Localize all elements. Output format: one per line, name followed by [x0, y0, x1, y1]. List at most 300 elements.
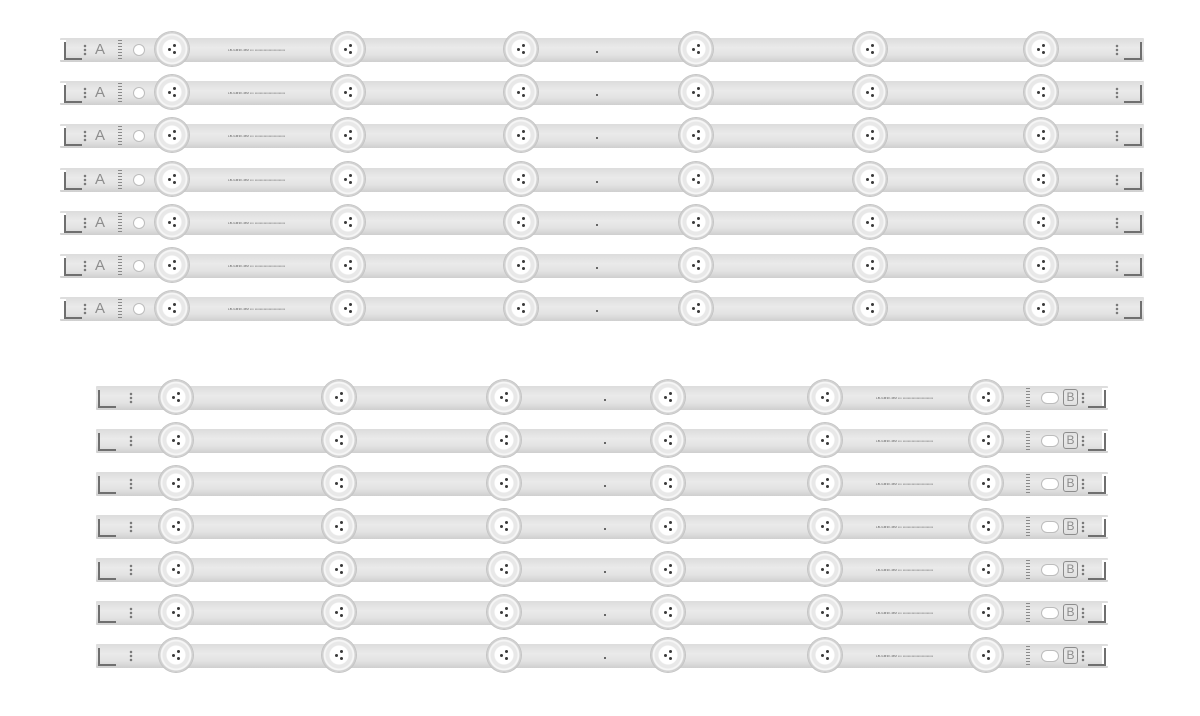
led-chip-dot — [349, 260, 352, 263]
led-strip — [60, 81, 1144, 105]
led-chip-dot — [172, 396, 175, 399]
led-chip-dot — [866, 91, 869, 94]
led-chip-dot — [826, 571, 829, 574]
led-lens — [679, 205, 713, 239]
solder-pads — [1080, 435, 1086, 447]
connector-icon — [1124, 258, 1142, 276]
led-lens — [331, 162, 365, 196]
led-chip-dot — [517, 48, 520, 51]
led-chip-dot — [505, 399, 508, 402]
led-chip-dot — [340, 485, 343, 488]
led-strip — [60, 254, 1144, 278]
strip-label: B — [1063, 518, 1078, 535]
led-chip-dot — [500, 654, 503, 657]
led-chip-dot — [172, 611, 175, 614]
led-chip-dot — [669, 392, 672, 395]
solder-pads — [128, 521, 134, 533]
mounting-hole — [134, 261, 144, 271]
led-chip-dot — [987, 528, 990, 531]
marker-dot — [596, 94, 598, 96]
led-chip-dot — [340, 442, 343, 445]
led-chip-dot — [522, 130, 525, 133]
led-chip-dot — [692, 221, 695, 224]
led-chip-dot — [177, 571, 180, 574]
led-lens — [679, 248, 713, 282]
led-chip-dot — [173, 267, 176, 270]
led-chip-dot — [871, 181, 874, 184]
part-code-print: LB-GM3F-MM ▪▪▪ ▪▪▪▪▪▪▪▪▪▪▪▪▪▪▪▪▪▪▪▪▪▪▪▪ — [228, 307, 286, 311]
led-chip-dot — [335, 568, 338, 571]
led-lens — [331, 205, 365, 239]
led-lens — [487, 380, 521, 414]
solder-pads — [1080, 521, 1086, 533]
led-chip-dot — [349, 310, 352, 313]
led-chip-dot — [669, 435, 672, 438]
connector-icon — [98, 562, 116, 580]
led-chip-dot — [697, 260, 700, 263]
led-lens — [487, 466, 521, 500]
led-chip-dot — [173, 224, 176, 227]
led-chip-dot — [172, 525, 175, 528]
solder-pads — [1080, 392, 1086, 404]
led-chip-dot — [177, 392, 180, 395]
led-lens — [853, 291, 887, 325]
led-chip-dot — [522, 137, 525, 140]
led-chip-dot — [349, 44, 352, 47]
led-chip-dot — [340, 392, 343, 395]
vertical-print — [1026, 560, 1030, 580]
connector-icon — [1124, 301, 1142, 319]
led-lens — [651, 380, 685, 414]
strip-label: A — [94, 214, 105, 231]
led-chip-dot — [335, 439, 338, 442]
led-chip-dot — [517, 264, 520, 267]
led-chip-dot — [692, 134, 695, 137]
led-chip-dot — [821, 525, 824, 528]
led-chip-dot — [982, 525, 985, 528]
led-lens — [155, 248, 189, 282]
led-lens — [504, 75, 538, 109]
led-chip-dot — [871, 87, 874, 90]
led-chip-dot — [697, 181, 700, 184]
led-lens — [651, 638, 685, 672]
led-chip-dot — [349, 137, 352, 140]
led-chip-dot — [821, 396, 824, 399]
led-lens — [504, 291, 538, 325]
solder-pads — [1080, 650, 1086, 662]
led-chip-dot — [692, 48, 695, 51]
led-lens — [155, 205, 189, 239]
led-chip-dot — [982, 439, 985, 442]
strip-label: B — [1063, 647, 1078, 664]
mounting-hole — [134, 131, 144, 141]
led-lens — [504, 248, 538, 282]
led-chip-dot — [340, 521, 343, 524]
solder-pads — [128, 650, 134, 662]
led-lens — [1024, 162, 1058, 196]
led-chip-dot — [871, 303, 874, 306]
marker-dot — [596, 181, 598, 183]
led-chip-dot — [669, 442, 672, 445]
led-lens — [808, 552, 842, 586]
led-chip-dot — [177, 528, 180, 531]
led-chip-dot — [697, 137, 700, 140]
led-chip-dot — [173, 51, 176, 54]
led-lens — [853, 118, 887, 152]
led-lens — [504, 118, 538, 152]
led-chip-dot — [335, 654, 338, 657]
marker-dot — [596, 137, 598, 139]
mounting-hole — [1042, 651, 1058, 661]
led-chip-dot — [871, 217, 874, 220]
led-lens — [969, 595, 1003, 629]
led-lens — [969, 466, 1003, 500]
led-lens — [504, 162, 538, 196]
connector-icon — [1124, 85, 1142, 103]
led-chip-dot — [1042, 130, 1045, 133]
led-lens — [331, 118, 365, 152]
led-chip-dot — [987, 392, 990, 395]
led-chip-dot — [664, 396, 667, 399]
led-chip-dot — [349, 303, 352, 306]
led-chip-dot — [505, 614, 508, 617]
led-chip-dot — [522, 224, 525, 227]
led-chip-dot — [1037, 221, 1040, 224]
led-chip-dot — [505, 442, 508, 445]
solder-pads — [1114, 174, 1120, 186]
connector-icon — [1088, 605, 1106, 623]
led-chip-dot — [871, 51, 874, 54]
solder-pads — [1114, 217, 1120, 229]
led-chip-dot — [669, 614, 672, 617]
led-chip-dot — [172, 654, 175, 657]
led-lens — [808, 638, 842, 672]
led-chip-dot — [335, 525, 338, 528]
led-chip-dot — [168, 134, 171, 137]
connector-icon — [1124, 128, 1142, 146]
led-chip-dot — [866, 178, 869, 181]
led-chip-dot — [1037, 91, 1040, 94]
connector-icon — [1124, 42, 1142, 60]
led-chip-dot — [177, 521, 180, 524]
connector-icon — [1088, 433, 1106, 451]
led-chip-dot — [344, 48, 347, 51]
led-chip-dot — [505, 607, 508, 610]
solder-pads — [1114, 303, 1120, 315]
led-chip-dot — [177, 564, 180, 567]
marker-dot — [604, 399, 606, 401]
led-lens — [322, 509, 356, 543]
led-lens — [331, 75, 365, 109]
vertical-print — [118, 213, 122, 233]
solder-pads — [1114, 87, 1120, 99]
led-chip-dot — [871, 44, 874, 47]
led-chip-dot — [1037, 48, 1040, 51]
mounting-hole — [134, 45, 144, 55]
led-chip-dot — [349, 174, 352, 177]
led-chip-dot — [866, 307, 869, 310]
led-chip-dot — [522, 310, 525, 313]
led-chip-dot — [987, 521, 990, 524]
mounting-hole — [1042, 436, 1058, 446]
led-chip-dot — [522, 94, 525, 97]
led-lens — [487, 423, 521, 457]
led-chip-dot — [522, 87, 525, 90]
led-chip-dot — [168, 91, 171, 94]
led-lens — [1024, 118, 1058, 152]
led-chip-dot — [349, 130, 352, 133]
vertical-print — [118, 83, 122, 103]
led-chip-dot — [522, 303, 525, 306]
led-lens — [1024, 205, 1058, 239]
led-chip-dot — [664, 654, 667, 657]
led-lens — [155, 118, 189, 152]
led-lens — [651, 423, 685, 457]
mounting-hole — [134, 218, 144, 228]
led-chip-dot — [177, 657, 180, 660]
marker-dot — [604, 657, 606, 659]
led-chip-dot — [505, 485, 508, 488]
led-chip-dot — [669, 478, 672, 481]
vertical-print — [1026, 431, 1030, 451]
connector-icon — [1124, 172, 1142, 190]
part-code-print: LB-GM3F-MM ▪▪▪ ▪▪▪▪▪▪▪▪▪▪▪▪▪▪▪▪▪▪▪▪▪▪▪▪ — [876, 396, 934, 400]
led-chip-dot — [697, 44, 700, 47]
led-chip-dot — [826, 657, 829, 660]
led-chip-dot — [168, 48, 171, 51]
led-chip-dot — [173, 137, 176, 140]
led-lens — [322, 466, 356, 500]
led-chip-dot — [344, 91, 347, 94]
led-chip-dot — [821, 611, 824, 614]
led-chip-dot — [826, 521, 829, 524]
led-chip-dot — [177, 485, 180, 488]
led-chip-dot — [669, 399, 672, 402]
led-chip-dot — [669, 657, 672, 660]
led-chip-dot — [669, 650, 672, 653]
led-chip-dot — [1042, 260, 1045, 263]
led-strip — [60, 297, 1144, 321]
led-chip-dot — [664, 611, 667, 614]
led-chip-dot — [522, 267, 525, 270]
led-chip-dot — [1042, 87, 1045, 90]
vertical-print — [1026, 646, 1030, 666]
led-lens — [853, 248, 887, 282]
connector-icon — [1088, 519, 1106, 537]
mounting-hole — [1042, 479, 1058, 489]
led-chip-dot — [517, 134, 520, 137]
led-chip-dot — [349, 51, 352, 54]
led-chip-dot — [1042, 217, 1045, 220]
led-chip-dot — [987, 564, 990, 567]
led-lens — [808, 595, 842, 629]
marker-dot — [596, 224, 598, 226]
connector-icon — [1088, 562, 1106, 580]
led-lens — [159, 380, 193, 414]
led-lens — [159, 638, 193, 672]
led-lens — [1024, 291, 1058, 325]
led-lens — [487, 509, 521, 543]
led-chip-dot — [349, 181, 352, 184]
led-lens — [679, 291, 713, 325]
led-lens — [969, 638, 1003, 672]
strip-label: A — [94, 171, 105, 188]
vertical-print — [118, 126, 122, 146]
led-chip-dot — [826, 392, 829, 395]
led-lens — [322, 638, 356, 672]
led-chip-dot — [826, 614, 829, 617]
led-chip-dot — [669, 485, 672, 488]
marker-dot — [596, 310, 598, 312]
led-chip-dot — [697, 303, 700, 306]
led-chip-dot — [349, 87, 352, 90]
led-chip-dot — [522, 217, 525, 220]
led-lens — [969, 509, 1003, 543]
solder-pads — [128, 607, 134, 619]
mounting-hole — [1042, 393, 1058, 403]
led-chip-dot — [692, 307, 695, 310]
led-chip-dot — [987, 657, 990, 660]
led-chip-dot — [1042, 224, 1045, 227]
led-chip-dot — [344, 134, 347, 137]
led-chip-dot — [1042, 137, 1045, 140]
led-chip-dot — [982, 396, 985, 399]
led-chip-dot — [340, 564, 343, 567]
led-chip-dot — [871, 310, 874, 313]
led-chip-dot — [500, 568, 503, 571]
led-chip-dot — [987, 485, 990, 488]
solder-pads — [1080, 607, 1086, 619]
led-lens — [679, 118, 713, 152]
mounting-hole — [1042, 608, 1058, 618]
led-chip-dot — [172, 482, 175, 485]
led-chip-dot — [517, 307, 520, 310]
led-chip-dot — [664, 482, 667, 485]
led-chip-dot — [669, 521, 672, 524]
led-chip-dot — [505, 392, 508, 395]
strip-label: B — [1063, 475, 1078, 492]
led-lens — [651, 509, 685, 543]
led-chip-dot — [821, 654, 824, 657]
led-chip-dot — [697, 51, 700, 54]
part-code-print: LB-GM3F-MM ▪▪▪ ▪▪▪▪▪▪▪▪▪▪▪▪▪▪▪▪▪▪▪▪▪▪▪▪ — [228, 48, 286, 52]
led-chip-dot — [1042, 51, 1045, 54]
led-strip — [60, 168, 1144, 192]
connector-icon — [64, 172, 82, 190]
connector-icon — [98, 433, 116, 451]
led-chip-dot — [826, 650, 829, 653]
led-chip-dot — [821, 482, 824, 485]
led-chip-dot — [340, 657, 343, 660]
led-lens — [322, 423, 356, 457]
led-lens — [651, 595, 685, 629]
strip-label: A — [94, 300, 105, 317]
led-chip-dot — [177, 399, 180, 402]
solder-pads — [128, 392, 134, 404]
led-chip-dot — [982, 611, 985, 614]
led-lens — [808, 466, 842, 500]
led-chip-dot — [340, 399, 343, 402]
led-chip-dot — [1042, 267, 1045, 270]
led-chip-dot — [987, 650, 990, 653]
part-code-print: LB-GM3F-MM ▪▪▪ ▪▪▪▪▪▪▪▪▪▪▪▪▪▪▪▪▪▪▪▪▪▪▪▪ — [876, 654, 934, 658]
led-strip — [60, 124, 1144, 148]
led-chip-dot — [340, 435, 343, 438]
marker-dot — [596, 267, 598, 269]
led-chip-dot — [826, 442, 829, 445]
led-lens — [487, 595, 521, 629]
led-chip-dot — [669, 564, 672, 567]
led-chip-dot — [335, 482, 338, 485]
led-lens — [969, 552, 1003, 586]
mounting-hole — [1042, 522, 1058, 532]
led-chip-dot — [871, 174, 874, 177]
led-chip-dot — [168, 264, 171, 267]
led-chip-dot — [866, 48, 869, 51]
part-code-print: LB-GM3F-MM ▪▪▪ ▪▪▪▪▪▪▪▪▪▪▪▪▪▪▪▪▪▪▪▪▪▪▪▪ — [876, 611, 934, 615]
led-chip-dot — [177, 614, 180, 617]
led-chip-dot — [340, 571, 343, 574]
connector-icon — [64, 42, 82, 60]
led-chip-dot — [168, 178, 171, 181]
led-chip-dot — [826, 399, 829, 402]
led-chip-dot — [173, 260, 176, 263]
strip-label: B — [1063, 561, 1078, 578]
part-code-print: LB-GM3F-MM ▪▪▪ ▪▪▪▪▪▪▪▪▪▪▪▪▪▪▪▪▪▪▪▪▪▪▪▪ — [876, 482, 934, 486]
led-chip-dot — [866, 264, 869, 267]
led-lens — [159, 423, 193, 457]
solder-pads — [1080, 564, 1086, 576]
led-chip-dot — [177, 607, 180, 610]
led-chip-dot — [871, 267, 874, 270]
led-chip-dot — [692, 178, 695, 181]
led-chip-dot — [697, 224, 700, 227]
led-chip-dot — [177, 435, 180, 438]
vertical-print — [118, 170, 122, 190]
led-chip-dot — [697, 217, 700, 220]
led-chip-dot — [522, 44, 525, 47]
led-chip-dot — [697, 94, 700, 97]
part-code-print: LB-GM3F-MM ▪▪▪ ▪▪▪▪▪▪▪▪▪▪▪▪▪▪▪▪▪▪▪▪▪▪▪▪ — [876, 439, 934, 443]
led-chip-dot — [173, 174, 176, 177]
led-lens — [808, 423, 842, 457]
led-chip-dot — [517, 221, 520, 224]
led-chip-dot — [1037, 264, 1040, 267]
led-chip-dot — [1042, 44, 1045, 47]
led-lens — [487, 552, 521, 586]
connector-icon — [98, 519, 116, 537]
strip-label: B — [1063, 389, 1078, 406]
led-chip-dot — [522, 260, 525, 263]
led-chip-dot — [664, 525, 667, 528]
led-chip-dot — [505, 478, 508, 481]
led-chip-dot — [826, 528, 829, 531]
led-chip-dot — [987, 571, 990, 574]
solder-pads — [82, 87, 88, 99]
led-chip-dot — [697, 310, 700, 313]
connector-icon — [98, 605, 116, 623]
solder-pads — [82, 303, 88, 315]
led-chip-dot — [344, 307, 347, 310]
solder-pads — [128, 564, 134, 576]
led-strip — [60, 211, 1144, 235]
solder-pads — [1080, 478, 1086, 490]
led-chip-dot — [344, 221, 347, 224]
marker-dot — [604, 485, 606, 487]
led-lens — [159, 552, 193, 586]
led-strip — [60, 38, 1144, 62]
led-chip-dot — [669, 528, 672, 531]
